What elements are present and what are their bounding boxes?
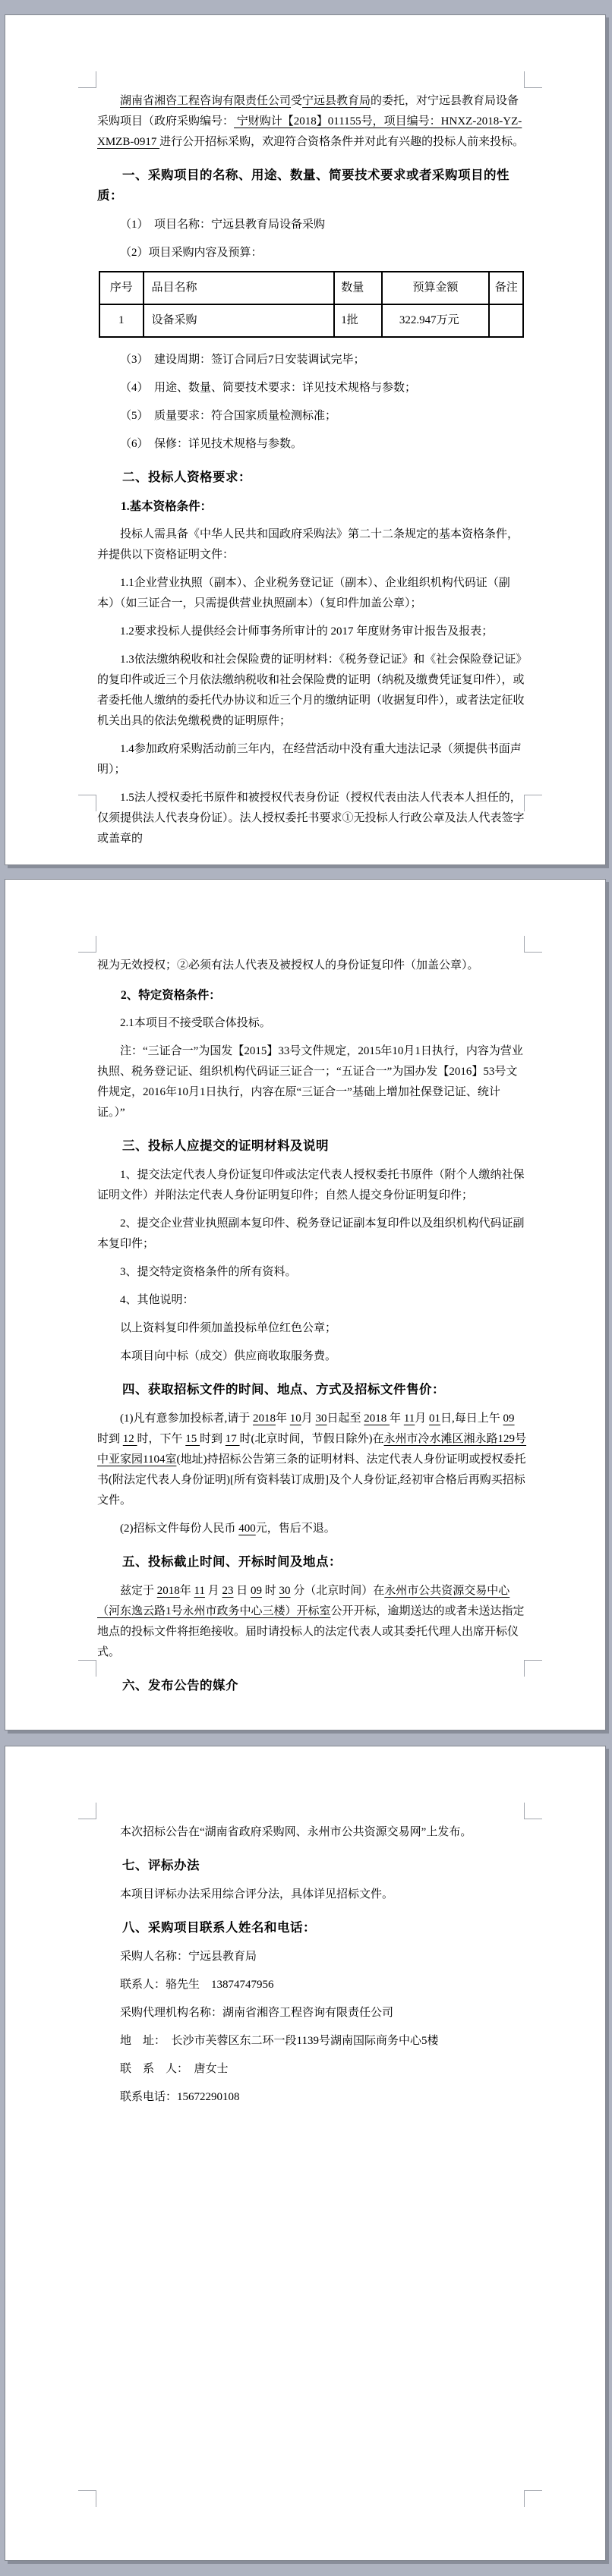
section-heading xyxy=(97,1855,527,1875)
table-header-cell: 备注 xyxy=(489,272,523,304)
paragraph xyxy=(97,215,527,235)
text-run: 4、其他说明： xyxy=(120,1294,194,1306)
page-content xyxy=(97,1819,527,2115)
underlined-text-run: 01 xyxy=(429,1412,441,1425)
margin-crop-mark xyxy=(78,1803,96,1819)
text-run: 日起至 xyxy=(327,1412,364,1425)
text-run: 时(北京时间，节假日除外)在 xyxy=(239,1433,384,1445)
paragraph xyxy=(97,956,527,976)
text-run: 3、提交特定资格条件的所有资料。 xyxy=(120,1266,297,1278)
underlined-text-run: 17 xyxy=(225,1433,240,1445)
text-run: 采购代理机构名称：湖南省湘咨工程咨询有限责任公司 xyxy=(120,2007,394,2019)
paragraph xyxy=(97,2087,527,2108)
text-run: 1、提交法定代表人身份证复印件或法定代表人授权委托书原件（附个人缴纳社保证明文件）并附法定代表人身份证明复印件；自然人提交身份证明复印件； xyxy=(97,1169,525,1201)
table-header-cell: 预算金额 xyxy=(382,272,489,304)
paragraph xyxy=(97,1975,527,1995)
paragraph xyxy=(97,650,527,732)
section-heading xyxy=(97,1917,527,1938)
text-run: 月 xyxy=(204,1585,222,1597)
table-cell: 322.947万元 xyxy=(382,304,489,337)
section-heading xyxy=(97,496,527,517)
text-run: 年 xyxy=(179,1585,194,1597)
table-cell: 设备采购 xyxy=(144,304,335,337)
margin-crop-mark xyxy=(524,936,542,953)
text-run: 注：“三证合一”为国发【2015】33号文件规定，2015年10月1日执行，内容为营业执照、税务登记证、组织机构代码证三证合一；“五证合一”为国办发【2016】53号文件规定，2016年10月1日执行，内容在原“三证合一”基础上增加社保登记证、统计证。）” xyxy=(97,1045,523,1119)
text-run: 元，售后不退。 xyxy=(255,1523,336,1535)
text-run: 年 xyxy=(276,1412,290,1425)
paragraph xyxy=(97,1581,527,1663)
section-heading xyxy=(97,1551,527,1572)
text-run: 联系人：骆先生 13874747956 xyxy=(120,1979,274,1991)
text-run: 2、提交企业营业执照副本复印件、税务登记证副本复印件以及组织机构代码证副本复印件； xyxy=(97,1217,525,1250)
text-run: （1） 项目名称：宁远县教育局设备采购 xyxy=(120,219,326,231)
text-run: 2.1本项目不接受联合体投标。 xyxy=(120,1017,271,1029)
text-run: 的委托，对宁远县教育局设备采购项目（政府采购编号： xyxy=(97,95,519,128)
underlined-text-run: 400 xyxy=(238,1523,256,1535)
paragraph xyxy=(97,1262,527,1283)
text-run: 公开开标，逾期送达的或者未送达指定地点的投标文件将拒绝接收。届时请投标人的法定代表人或其委托代理人出席开标仪式。 xyxy=(97,1605,525,1658)
text-run: （6） 保修：详见技术规格与参数。 xyxy=(120,438,303,450)
text-run: 联系电话：15672290108 xyxy=(120,2091,240,2103)
text-run: 四、获取招标文件的时间、地点、方式及招标文件售价： xyxy=(122,1382,445,1397)
text-run: 进行公开招标采购，欢迎符合资格条件并对此有兴趣的投标人前来投标。 xyxy=(159,136,525,148)
section-heading xyxy=(97,1135,527,1156)
paragraph xyxy=(97,622,527,642)
paragraph xyxy=(97,406,527,427)
underlined-text-run: 2018 xyxy=(253,1412,276,1425)
underlined-text-run: 2018 xyxy=(156,1585,180,1597)
margin-crop-mark xyxy=(524,1803,542,1819)
procurement-budget-table xyxy=(99,271,524,338)
underlined-text-run: 09 xyxy=(503,1412,515,1425)
underlined-text-run: 2018 xyxy=(364,1412,390,1425)
underlined-text-run: 永州市冷水滩区湘永路129号中亚家园1104室 xyxy=(97,1433,527,1466)
text-run: 1.基本资格条件： xyxy=(121,500,213,513)
text-run: 视为无效授权；②必须有法人代表及被授权人的身份证复印件（加盖公章）。 xyxy=(97,959,479,972)
margin-crop-mark xyxy=(524,71,542,88)
underlined-text-run: 09 xyxy=(251,1585,263,1597)
paragraph xyxy=(97,1346,527,1367)
underlined-text-run: 宁财购计【2018】011155号，项目编号：HNXZ-2018-YZ-XMZB-0917 xyxy=(97,115,522,148)
paragraph xyxy=(97,1519,527,1539)
underlined-text-run: 宁远县教育局 xyxy=(302,95,371,107)
text-run: 年 xyxy=(390,1412,404,1425)
text-run: 月 xyxy=(301,1412,316,1425)
text-run: 受 xyxy=(291,95,303,107)
paragraph xyxy=(97,434,527,455)
underlined-text-run: 23 xyxy=(222,1585,234,1597)
text-run: 八、采购项目联系人姓名和电话： xyxy=(122,1920,316,1935)
text-run: 联 系 人： 唐女士 xyxy=(120,2063,229,2075)
paragraph xyxy=(97,350,527,370)
text-run: 1.4参加政府采购活动前三年内，在经营活动中没有重大违法记录（须提供书面声明）； xyxy=(97,743,522,776)
paragraph xyxy=(97,1214,527,1255)
text-run: 时到 xyxy=(200,1433,226,1445)
text-run: 地 址： 长沙市芙蓉区东二环一段1139号湖南国际商务中心5楼 xyxy=(120,2035,439,2047)
page xyxy=(5,1746,606,2561)
margin-crop-mark xyxy=(78,1660,96,1677)
text-run: 以上资料复印件须加盖投标单位红色公章； xyxy=(120,1322,337,1334)
margin-crop-mark xyxy=(78,71,96,88)
table-cell: 1批 xyxy=(334,304,382,337)
margin-crop-mark xyxy=(524,2490,542,2507)
table-cell xyxy=(489,304,523,337)
text-run: 1.3依法缴纳税收和社会保险费的证明材料：《税务登记证》和《社会保险登记证》的复印件或近三个月依法缴纳税收和社会保险费的证明（纳税及缴费凭证复印件），或者委托他人缴纳的委托代办协议和近三个月的缴纳证明（收据复印件），或者法定征收机关出具的依法免缴税费的证明原件； xyxy=(97,653,525,727)
paragraph xyxy=(97,2031,527,2052)
underlined-text-run: 11 xyxy=(403,1412,415,1425)
margin-crop-mark xyxy=(78,936,96,953)
table-cell: 1 xyxy=(99,304,144,337)
text-run: （5） 质量要求：符合国家质量检测标准； xyxy=(120,410,337,422)
text-run: 月 xyxy=(415,1412,430,1425)
underlined-text-run: 30 xyxy=(279,1585,291,1597)
underlined-text-run: 11 xyxy=(194,1585,205,1597)
text-run: 时 xyxy=(262,1585,279,1597)
paragraph xyxy=(97,1290,527,1311)
text-run: 一、采购项目的名称、用途、数量、简要技术要求或者采购项目的性质： xyxy=(97,168,509,203)
underlined-text-run: 30 xyxy=(315,1412,327,1425)
table-header-cell: 数量 xyxy=(334,272,382,304)
table-header-cell: 品目名称 xyxy=(144,272,335,304)
underlined-text-run: 湖南省湘咨工程咨询有限责任公司 xyxy=(120,95,292,107)
text-run: 六、发布公告的媒介 xyxy=(122,1678,238,1693)
text-run: 兹定于 xyxy=(120,1585,157,1597)
text-run: 本项目评标办法采用综合评分法，具体详见招标文件。 xyxy=(120,1888,394,1901)
text-run: (1)凡有意参加投标者,请于 xyxy=(120,1412,253,1425)
section-heading xyxy=(97,1675,527,1696)
paragraph xyxy=(97,573,527,614)
page-content xyxy=(97,88,527,857)
text-run: （3） 建设周期：签订合同后7日安装调试完毕； xyxy=(120,354,365,366)
text-run: 2、特定资格条件： xyxy=(121,989,221,1002)
page-content xyxy=(97,953,527,1705)
paragraph xyxy=(97,1947,527,1967)
underlined-text-run: 12 xyxy=(122,1433,137,1445)
section-heading xyxy=(97,1379,527,1400)
text-run: 三、投标人应提交的证明材料及说明 xyxy=(122,1138,329,1153)
text-run: 1.1企业营业执照（副本）、企业税务登记证（副本）、企业组织机构代码证（副本）（如三证合一，只需提供营业执照副本）（复印件加盖公章）； xyxy=(97,577,510,609)
text-run: 日,每日上午 xyxy=(440,1412,503,1425)
text-run: 分（北京时间）在 xyxy=(290,1585,385,1597)
paragraph xyxy=(97,243,527,263)
text-run: 七、评标办法 xyxy=(122,1858,200,1872)
table-row xyxy=(99,304,523,337)
paragraph xyxy=(97,788,527,849)
text-run: （2）项目采购内容及预算： xyxy=(120,247,263,259)
text-run: 1.5法人授权委托书原件和被授权代表身份证（授权代表由法人代表本人担任的，仅须提供法人代表身份证）。法人授权委托书要求①无投标人行政公章及法人代表签字或盖章的 xyxy=(97,792,525,845)
margin-crop-mark xyxy=(78,2490,96,2507)
text-run: 本项目向中标（成交）供应商收取服务费。 xyxy=(120,1350,337,1362)
text-run: 本次招标公告在“湖南省政府采购网、永州市公共资源交易网”上发布。 xyxy=(120,1826,472,1838)
underlined-text-run: 10 xyxy=(289,1412,301,1425)
section-heading xyxy=(97,985,527,1006)
text-run: 二、投标人资格要求： xyxy=(122,470,251,484)
text-run: (地址)持招标公告第三条的证明材料、法定代表人身份证明或授权委托书(附法定代表人身份证明)[所有资料装订成册]及个人身份证,经初审合格后再购买招标文件。 xyxy=(97,1453,526,1507)
paragraph xyxy=(97,1318,527,1339)
text-run: 五、投标截止时间、开标时间及地点： xyxy=(122,1554,342,1569)
paragraph xyxy=(97,1885,527,1905)
text-run: (2)招标文件每份人民币 xyxy=(120,1523,239,1535)
text-run: 投标人需具备《中华人民共和国政府采购法》第二十二条规定的基本资格条件，并提供以下资格证明文件： xyxy=(97,528,519,561)
section-heading xyxy=(97,165,527,206)
section-heading xyxy=(97,467,527,487)
paragraph xyxy=(97,739,527,780)
paragraph xyxy=(97,2059,527,2080)
page xyxy=(5,879,606,1730)
paragraph xyxy=(97,1013,527,1034)
paragraph xyxy=(97,91,527,153)
table-header-cell: 序号 xyxy=(99,272,144,304)
underlined-text-run: 永州市公共资源交易中心（河东逸云路1号永州市政务中心三楼）开标室 xyxy=(97,1585,510,1617)
underlined-text-run: 15 xyxy=(185,1433,200,1445)
page xyxy=(5,14,606,865)
paragraph xyxy=(97,1165,527,1206)
text-run: 1.2要求投标人提供经会计师事务所审计的 2017 年度财务审计报告及报表； xyxy=(120,625,494,638)
margin-crop-mark xyxy=(78,795,96,811)
paragraph xyxy=(97,1409,527,1511)
text-run: 采购人名称：宁远县教育局 xyxy=(120,1951,257,1963)
paragraph xyxy=(97,524,527,565)
paragraph xyxy=(97,378,527,398)
paragraph xyxy=(97,1041,527,1123)
text-run: 时到 xyxy=(97,1433,123,1445)
text-run: （4） 用途、数量、简要技术要求：详见技术规格与参数； xyxy=(120,382,417,394)
paragraph xyxy=(97,2003,527,2023)
text-run: 日 xyxy=(233,1585,251,1597)
paragraph xyxy=(97,1822,527,1843)
text-run: 时，下午 xyxy=(137,1433,186,1445)
